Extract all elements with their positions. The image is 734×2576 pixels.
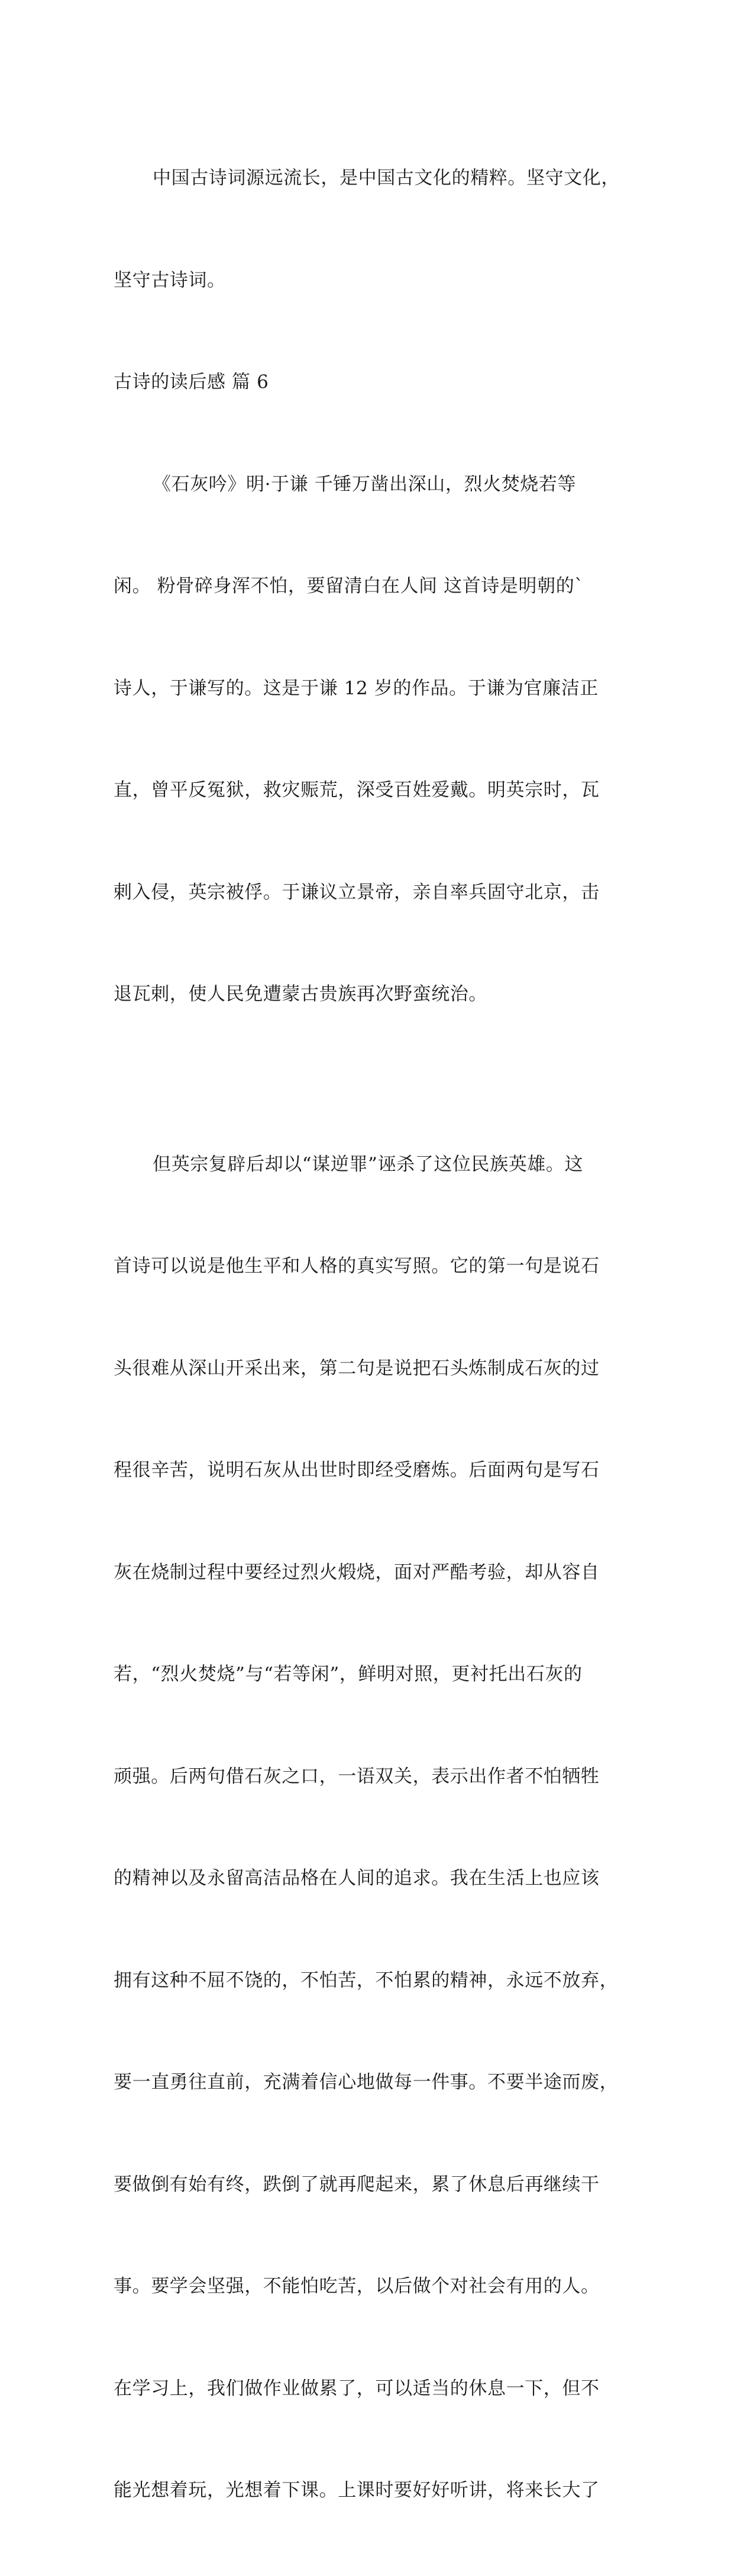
text-line: 事。要学会坚强，不能怕吃苦，以后做个对社会有用的人。 <box>114 2276 600 2297</box>
text-line: 在学习上，我们做作业做累了，可以适当的休息一下，但不 <box>114 2377 600 2399</box>
section-heading: 古诗的读后感 篇 6 <box>114 371 269 393</box>
text-line: 诗人，于谦写的。这是于谦 12 岁的作品。于谦为官廉洁正 <box>114 677 599 699</box>
text-line: 程很辛苦，说明石灰从出世时即经受磨炼。后面两句是写石 <box>114 1459 600 1481</box>
text-line: 拥有这种不屈不饶的，不怕苦，不怕累的精神，永远不放弃， <box>114 1969 619 1991</box>
document-body <box>114 93 622 2576</box>
text-line: 的精神以及永留高洁品格在人间的追求。我在生活上也应该 <box>114 1868 600 1889</box>
text-line: 剌入侵，英宗被俘。于谦议立景帝，亲自率兵固守北京，击 <box>114 881 600 903</box>
paragraph-2 <box>114 1080 622 2576</box>
text-line: 坚守古诗词。 <box>114 269 226 291</box>
text-line: 顽强。后两句借石灰之口，一语双关，表示出作者不怕牺牲 <box>114 1765 600 1787</box>
text-line: 能光想着玩，光想着下课。上课时要好好听讲，将来长大了 <box>114 2480 600 2501</box>
text-line: 退瓦剌，使人民免遭蒙古贵族再次野蛮统治。 <box>114 983 487 1005</box>
intro-paragraph <box>114 93 622 365</box>
text-line: 《石灰吟》明·于谦 千锤万凿出深山，烈火焚烧若等 <box>153 473 577 495</box>
text-line: 灰在烧制过程中要经过烈火煅烧，面对严酷考验，却从容自 <box>114 1561 600 1583</box>
text-line: 直，曾平反冤狱，救灾赈荒，深受百姓爱戴。明英宗时，瓦 <box>114 779 600 801</box>
text-line: 但英宗复辟后却以“谋逆罪”诬杀了这位民族英雄。这 <box>153 1153 584 1175</box>
text-line: 要做倒有始有终，跌倒了就再爬起来，累了休息后再继续干 <box>114 2173 600 2195</box>
text-line: 闲。 粉骨碎身浑不怕，要留清白在人间 这首诗是明朝的` <box>114 575 584 597</box>
text-line: 首诗可以说是他生平和人格的真实写照。它的第一句是说石 <box>114 1255 600 1277</box>
text-line: 要一直勇往直前，充满着信心地做每一件事。不要半途而废， <box>114 2072 619 2093</box>
text-line: 中国古诗词源远流长，是中国古文化的精粹。坚守文化， <box>153 167 620 189</box>
text-line: 头很难从深山开采出来，第二句是说把石头炼制成石灰的过 <box>114 1357 600 1379</box>
paragraph-1 <box>114 400 622 1080</box>
text-line: 若，“烈火焚烧”与“若等闲”，鲜明对照，更衬托出石灰的 <box>114 1664 583 1685</box>
